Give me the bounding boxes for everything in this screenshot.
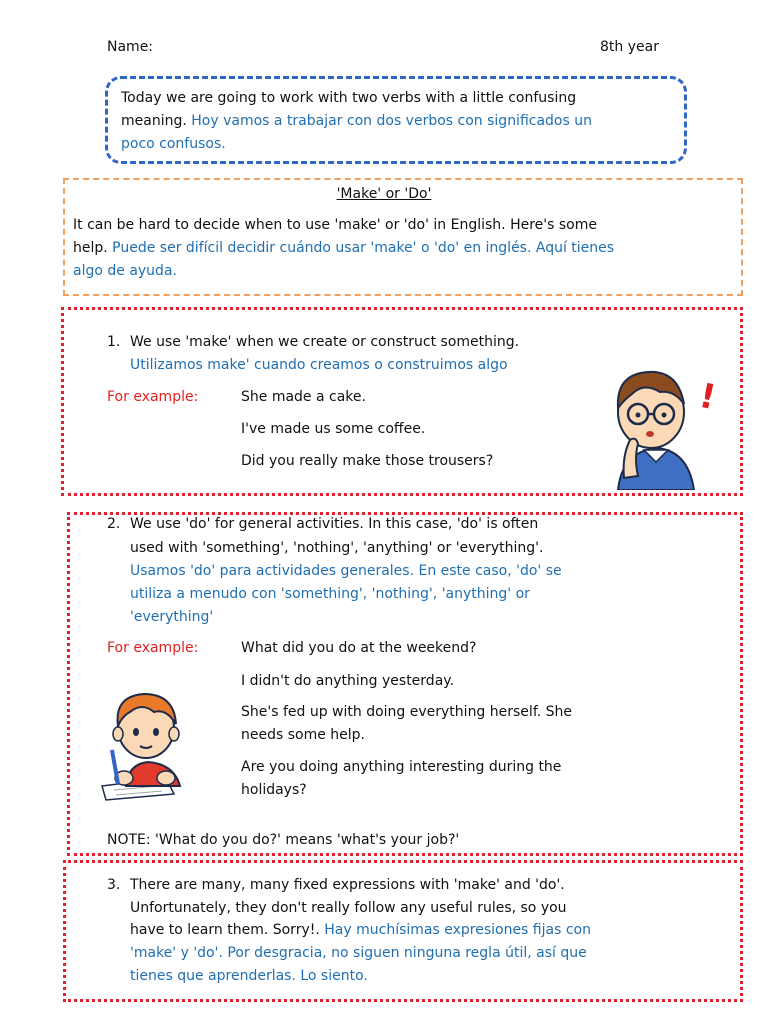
section-1-example: I've made us some coffee. bbox=[241, 421, 426, 437]
intro-line-3: poco confusos. bbox=[121, 136, 226, 152]
section-2-example: holidays? bbox=[241, 782, 307, 798]
section-2-line-3: Usamos 'do' para actividades generales. En este caso, 'do' se bbox=[130, 563, 562, 579]
section-3-line-3-es: Hay muchísimas expresiones fijas con bbox=[324, 922, 591, 938]
thinking-boy-illustration bbox=[604, 360, 724, 490]
intro-line-2-es: Hoy vamos a trabajar con dos verbos con significados un bbox=[191, 113, 592, 129]
section-2-line-1: We use 'do' for general activities. In this case, 'do' is often bbox=[130, 516, 539, 532]
section-2-note: NOTE: 'What do you do?' means 'what's your job?' bbox=[107, 832, 460, 848]
make-do-title: 'Make' or 'Do' bbox=[336, 186, 432, 202]
exclamation-mark: ! bbox=[695, 375, 720, 419]
section-1-example: Did you really make those trousers? bbox=[241, 453, 494, 469]
section-2-example-label: For example: bbox=[107, 640, 199, 656]
section-2-line-4: utiliza a menudo con 'something', 'nothing', 'anything' or bbox=[130, 586, 530, 602]
section-2-example: She's fed up with doing everything herself. She bbox=[241, 704, 572, 720]
section-3-line-3 bbox=[130, 922, 591, 938]
section-3-line-2: Unfortunately, they don't really follow any useful rules, so you bbox=[130, 900, 567, 916]
make-do-line-2-es: Puede ser difícil decidir cuándo usar 'make' o 'do' en inglés. Aquí tienes bbox=[112, 240, 615, 256]
section-2-line-5: 'everything' bbox=[130, 609, 214, 625]
intro-line-2 bbox=[121, 113, 592, 129]
name-label: Name: bbox=[107, 39, 154, 55]
section-3-number: 3. bbox=[107, 877, 121, 893]
section-2-example: I didn't do anything yesterday. bbox=[241, 673, 455, 689]
section-2-number: 2. bbox=[107, 516, 121, 532]
section-2-example: needs some help. bbox=[241, 727, 366, 743]
make-do-line-2 bbox=[73, 240, 614, 256]
section-3-line-1: There are many, many fixed expressions with 'make' and 'do'. bbox=[130, 877, 565, 893]
section-2-example: What did you do at the weekend? bbox=[241, 640, 477, 656]
section-3-line-3-en: have to learn them. Sorry!. bbox=[130, 922, 320, 938]
section-1-text-en: We use 'make' when we create or construct something. bbox=[130, 334, 520, 350]
make-do-line-2-en: help. bbox=[73, 240, 108, 256]
section-3-line-5: tienes que aprenderlas. Lo siento. bbox=[130, 968, 368, 984]
section-1-example-label: For example: bbox=[107, 389, 199, 405]
section-1-number: 1. bbox=[107, 334, 121, 350]
section-1-example: She made a cake. bbox=[241, 389, 366, 405]
section-3-line-4: 'make' y 'do'. Por desgracia, no siguen ninguna regla útil, así que bbox=[130, 945, 587, 961]
section-2-line-2: used with 'something', 'nothing', 'anything' or 'everything'. bbox=[130, 540, 544, 556]
intro-line-1: Today we are going to work with two verbs with a little confusing bbox=[121, 90, 577, 106]
section-1-text-es: Utilizamos make' cuando creamos o construimos algo bbox=[130, 357, 508, 373]
year-label: 8th year bbox=[600, 39, 659, 55]
section-2-example: Are you doing anything interesting during the bbox=[241, 759, 562, 775]
intro-line-2-en: meaning. bbox=[121, 113, 187, 129]
make-do-line-3: algo de ayuda. bbox=[73, 263, 177, 279]
make-do-line-1: It can be hard to decide when to use 'make' or 'do' in English. Here's some bbox=[73, 217, 597, 233]
writing-boy-illustration bbox=[96, 686, 196, 802]
